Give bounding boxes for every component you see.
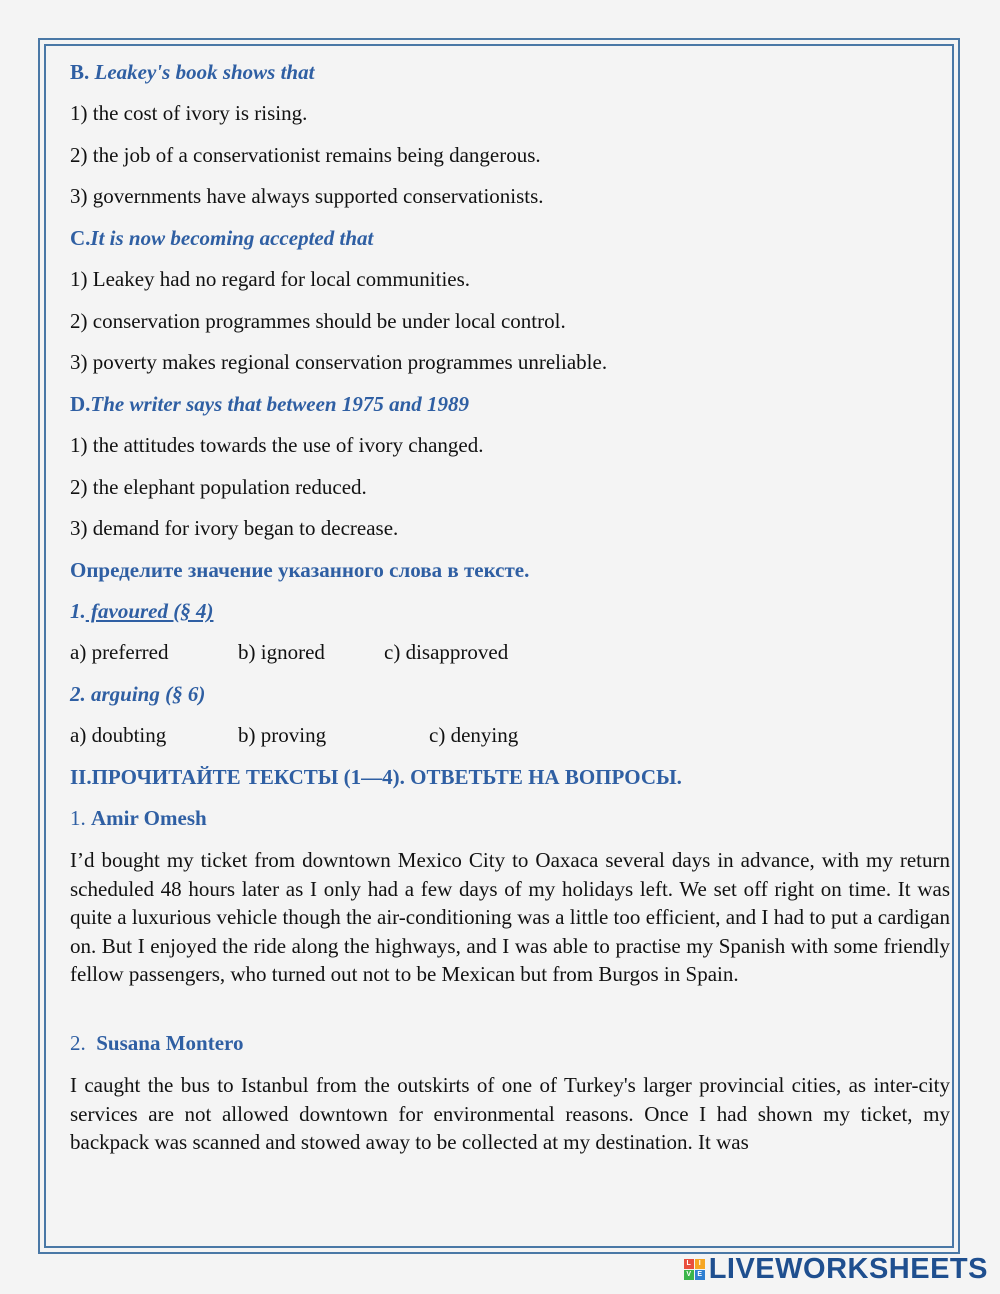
option-b1: 1) the cost of ivory is rising. [70,101,308,125]
vocab-2-option-b[interactable]: b) proving [238,723,327,747]
question-c: C.It is now becoming accepted that [70,226,374,250]
option-c2: 2) conservation programmes should be under local control. [70,309,566,333]
option-b2: 2) the job of a conservationist remains being dangerous. [70,143,541,167]
text-1-body: I’d bought my ticket from downtown Mexico City to Oaxaca several days in advance, with my return scheduled 48 hours later as I only had a few days of my holidays left. We set off right on time. It was quite a luxurious vehicle though the air-conditioning was a little too efficient, and I had to put a cardigan on. But I enjoyed the ride along the highways, and I was able to practise my Spanish with some friendly fellow passengers, who turned out not to be Mexican but from Burgos in Spain. [70,848,950,986]
option-d2: 2) the elephant population reduced. [70,475,367,499]
section-2-heading: II.ПРОЧИТАЙТЕ ТЕКСТЫ (1—4). ОТВЕТЬТЕ НА ВОПРОСЫ. [70,765,682,789]
vocab-2-option-a[interactable]: a) doubting [70,723,167,747]
vocab-1-option-c[interactable]: c) disapproved [384,640,509,664]
logo-badge-icon: L I V E [684,1259,705,1280]
vocab-2-option-c[interactable]: c) denying [429,723,519,747]
question-b: B. Leakey's book shows that [70,60,315,84]
vocab-1-option-b[interactable]: b) ignored [238,640,325,664]
option-d3: 3) demand for ivory began to decrease. [70,516,399,540]
option-b3: 3) governments have always supported conservationists. [70,184,544,208]
vocab-1-option-a[interactable]: a) preferred [70,640,169,664]
text-2-body: I caught the bus to Istanbul from the outskirts of one of Turkey's larger provincial cities, as inter-city services are not allowed downtown for environmental reasons. Once I had shown my ticket, my backpack was scanned and stowed away to be collected at my destination. It was [70,1073,950,1154]
text-2-heading: 2. Susana Montero [70,1031,244,1055]
text-1-heading: 1. Amir Omesh [70,806,207,830]
option-c1: 1) Leakey had no regard for local communities. [70,267,471,291]
vocab-item-1: 1. favoured (§ 4) [70,599,214,623]
option-c3: 3) poverty makes regional conservation programmes unreliable. [70,350,608,374]
liveworksheets-logo [684,1254,988,1284]
option-d1: 1) the attitudes towards the use of ivory changed. [70,433,484,457]
logo-text: LIVEWORKSHEETS [708,1252,988,1285]
vocab-heading: Определите значение указанного слова в тексте. [70,558,530,582]
question-d: D.The writer says that between 1975 and 1989 [70,392,470,416]
vocab-item-2: 2. arguing (§ 6) [70,682,206,706]
